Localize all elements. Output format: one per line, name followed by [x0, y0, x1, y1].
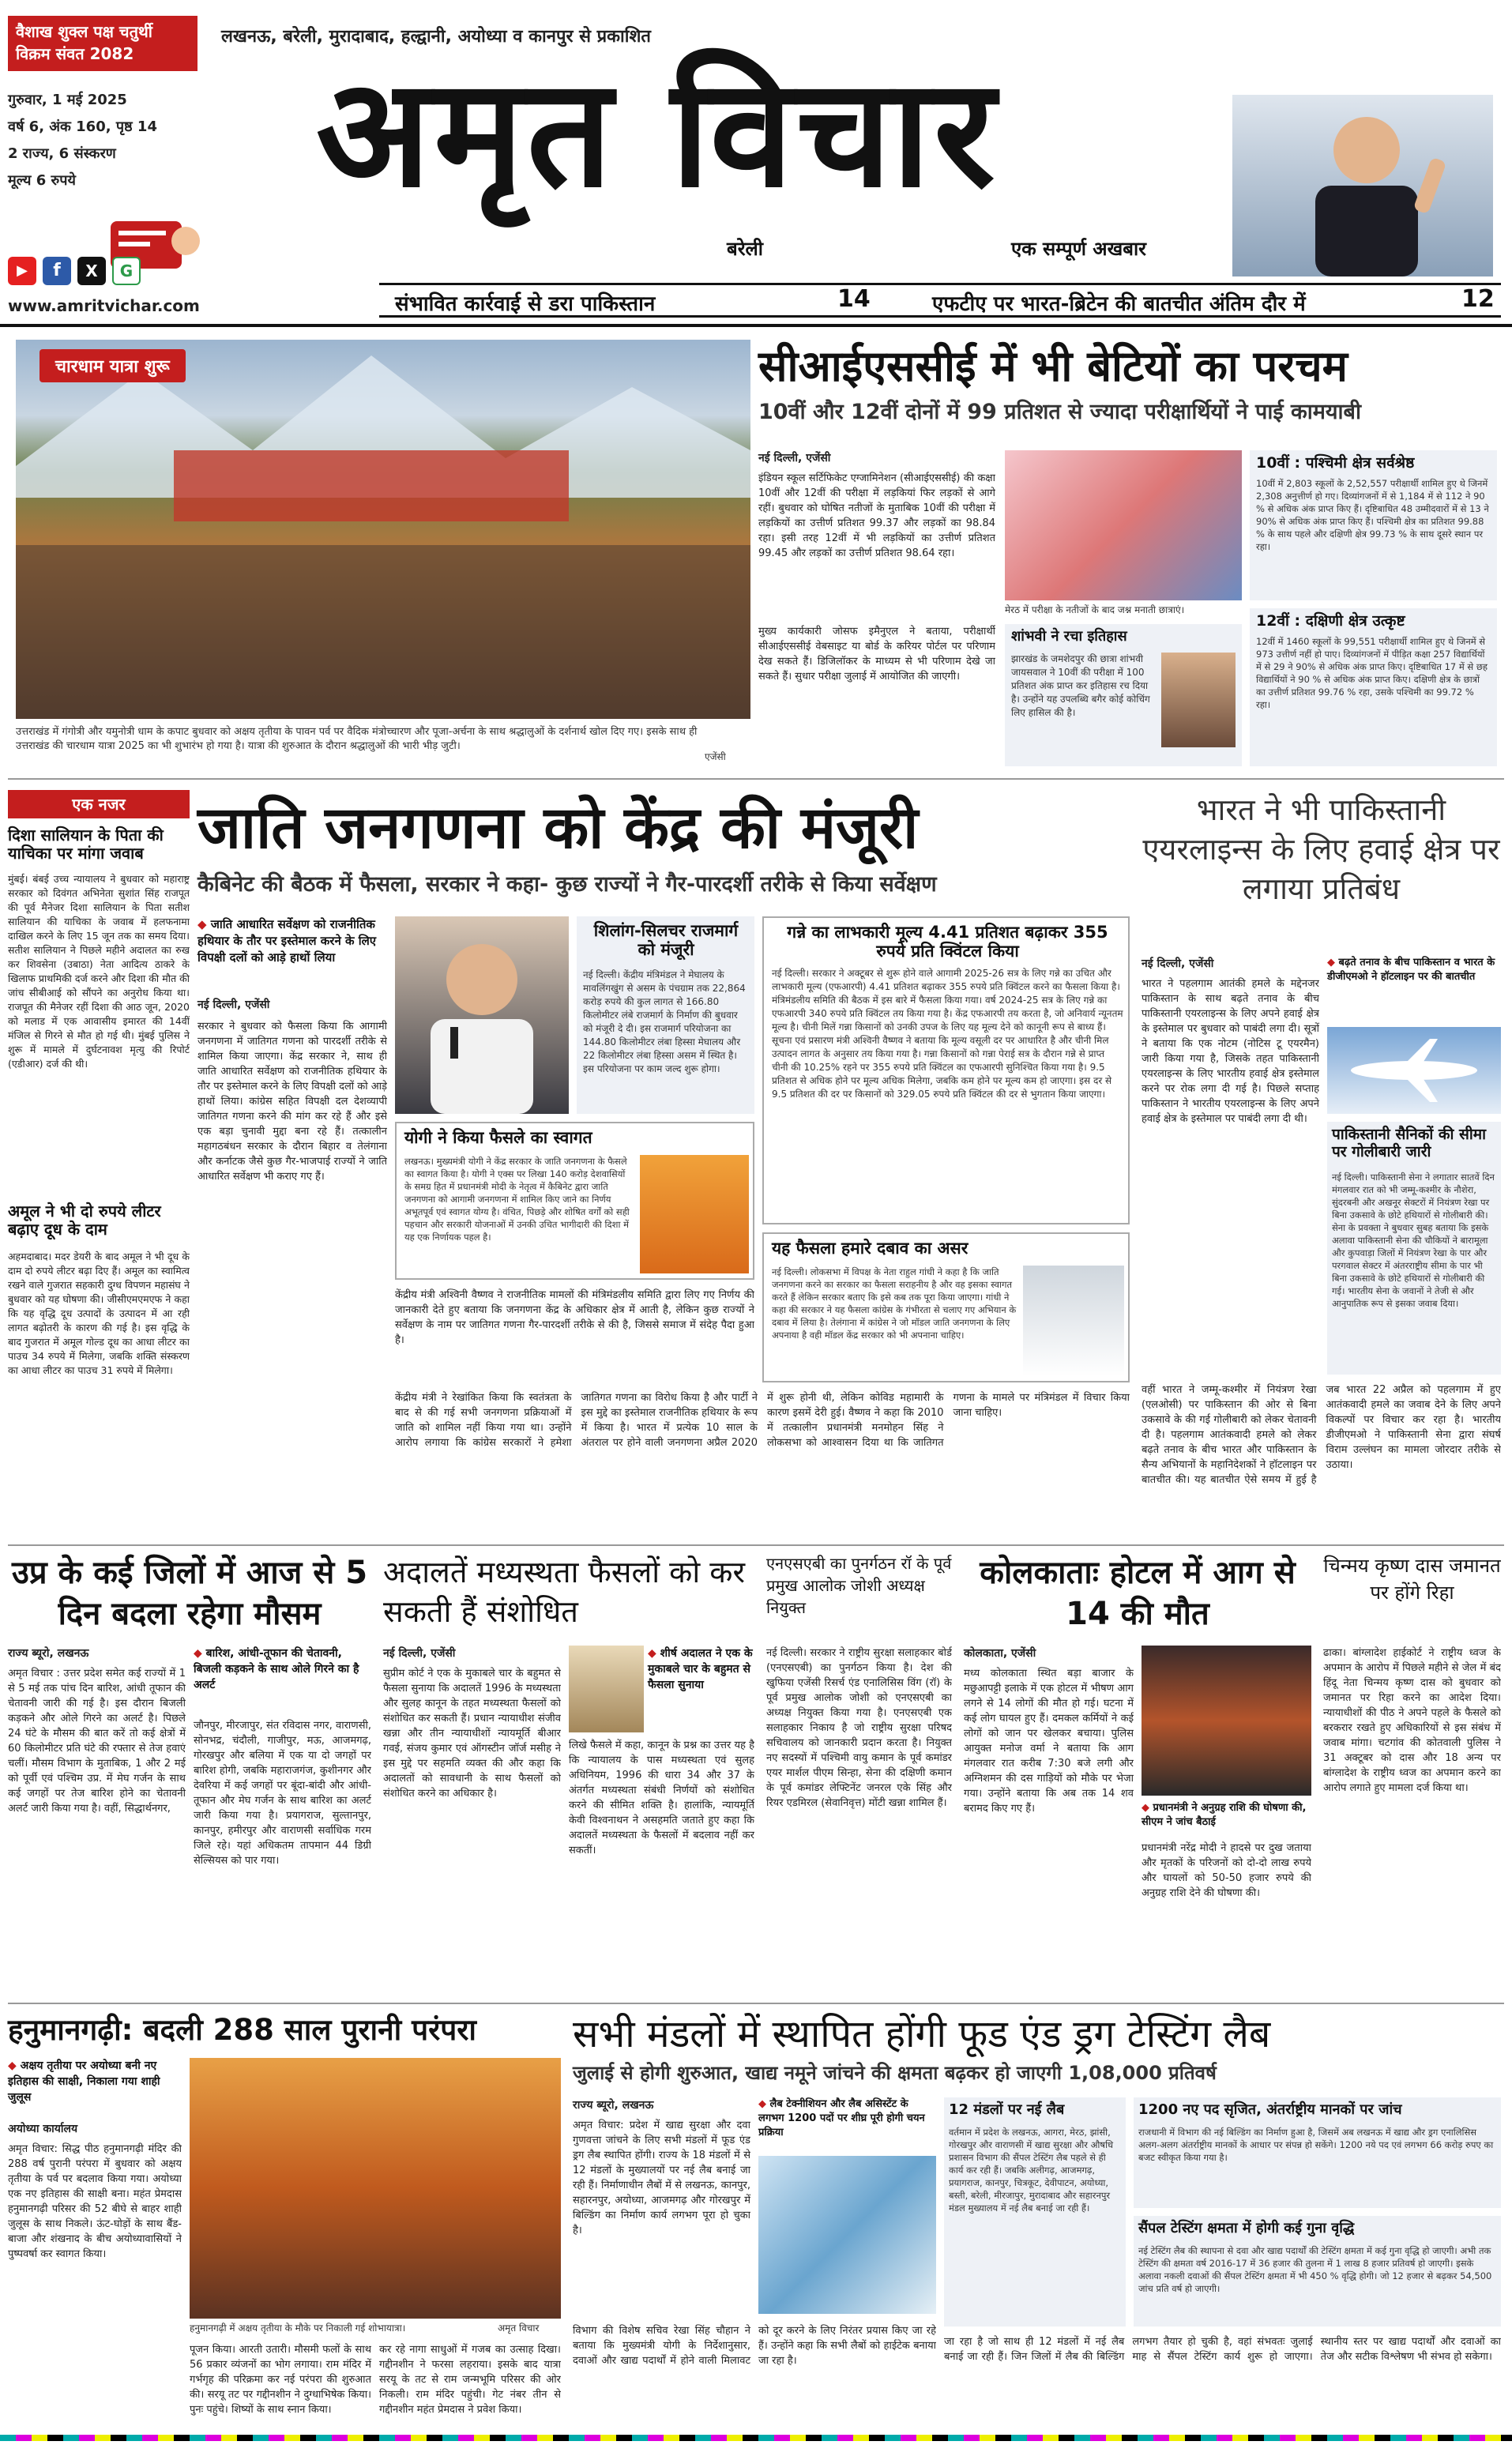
airspace-section — [1142, 790, 1501, 1537]
chardham-photo — [16, 340, 750, 719]
kolkata-dateline: कोलकाता, एजेंसी — [964, 1647, 1036, 1660]
cbse-body-2: मुख्य कार्यकारी जोसफ इमैनुएल ने बताया, परीक्षार्थी सीआईएससीई वेबसाइट या बोर्ड के करियर पोर्टल पर परिणाम देख सकते हैं। डिजिलॉकर के माध्यम से भी परिणाम देखे जा सकते हैं। सुधार परीक्षा जुलाई में आयोजित की जाएगी। — [758, 626, 995, 683]
sugarcane-title: गन्ने का लाभकारी मूल्य 4.41 प्रतिशत बढ़ाकर 355 रुपये प्रति क्विंटल किया — [787, 923, 1108, 961]
ek-nazar-column — [8, 790, 190, 1537]
hanuman-body-3: कर रहे नागा साधुओं में गजब का उत्साह दिखा। गद्दीनशीन ने फरसा लहराया। इसके बाद यात्रा सरयू के तट से राम जन्मभूमि परिसर की ओर निकली। राम मंदिर पहुंची। गेट नंबर तीन से गद्दीनशीन महंत प्रेमदास ने प्रवेश किया। — [379, 2344, 561, 2416]
hanuman-photo-caption: हनुमानगढ़ी में अक्षय तृतीया के मौके पर निकाली गई शोभायात्रा। — [190, 2323, 406, 2334]
cbse-students-photo — [1005, 450, 1242, 600]
teaser-right-page: 12 — [1461, 285, 1495, 313]
court-section — [383, 1552, 754, 1995]
issue-price: मूल्य 6 रुपये — [8, 172, 76, 189]
section-rule-2 — [8, 1544, 1504, 1546]
chinmoy-section — [1323, 1552, 1501, 1995]
kolkata-body-1: मध्य कोलकाता स्थित बड़ा बाजार के मछुआपट्टी इलाके में एक होटल में भीषण आग लगने से 14 लोगों की मौत हो गई। घटना में कई लोग घायल हुए हैं। दमकल कर्मियों ने कई लोगों को जान पर खेलकर बचाया। पुलिस आयुक्त मनोज वर्मा ने बताया कि आग मंगलवार रात करीब 7:30 बजे लगी और अग्निशमन की दस गाड़ियों को मौके पर भेजा गया। उन्होंने बताया कि अब तक 14 शव बरामद किए गए हैं। — [964, 1668, 1134, 1815]
firing-box — [1327, 1122, 1501, 1375]
chardham-caption: उत्तराखंड में गंगोत्री और यमुनोत्री धाम के कपाट बुधवार को अक्षय तृतीया के पावन पर्व पर वैदिक मंत्रोच्चारण और पूजा-अर्चना के साथ श्रद्धालुओं के दर्शनार्थ खोल दिए गए। इसके साथ ही उत्तराखंड की चारधाम यात्रा 2025 का भी शुभारंभ हो गया है। यात्रा की शुरुआत के दौरान श्रद्धालुओं की भारी भीड़ जुटी। — [16, 726, 698, 752]
chinmoy-body: ढाका। बांग्लादेश हाईकोर्ट ने राष्ट्रीय ध्वज के अपमान के आरोप में पिछले महीने से जेल में बंद हिंदू नेता चिन्मय कृष्ण दास को बुधवार को जमानत पर रिहा करने का आदेश दिया। न्यायाधीशों की पीठ ने अपने पहले के फैसले को बरकरार रखते हुए अधिकारियों से इस संबंध में जवाब मांगा। चटगांव की कोतवाली पुलिस ने 31 अक्टूबर को दास और 18 अन्य पर बांग्लादेश के राष्ट्रीय ध्वज का अपमान करने का आरोप लगाते हुए मामला दर्ज किया था। — [1323, 1647, 1501, 1794]
cbse-body-1: इंडियन स्कूल सर्टिफिकेट एग्जामिनेशन (सीआईएससीई) की कक्षा 10वीं और 12वीं की परीक्षा में लड़कियां फिर लड़कों से आगे रहीं। बुधवार को घोषित नतीजों के मुताबिक 10वीं की परीक्षा में लड़कियों का उत्तीर्ण प्रतिशत 99.37 और लड़कों का 98.84 रहा। इसी तरह 12वीं में भी लड़कियों का उत्तीर्ण प्रतिशत 99.45 और लड़कों का उत्तीर्ण प्रतिशत 98.64 रहा। — [758, 472, 995, 559]
supreme-court-photo — [569, 1646, 644, 1732]
issue-date: गुरुवार, 1 मई 2025 — [8, 92, 127, 108]
registration-strip — [0, 2435, 1512, 2441]
rahul-body: नई दिल्ली। लोकसभा में विपक्ष के नेता राहुल गांधी ने कहा है कि जाति जनगणना करने का सरकार का फैसला सराहनीय है और वह इसका स्वागत करते हैं लेकिन सरकार बताए कि इसे कब तक पूरा किया जाएगा। गांधी ने कहा की सरकार ने यह फैसला कांग्रेस के गंभीरता से चलाए गए अभियान के दबाव में लिया है। तेलंगाना में कांग्रेस ने जो मॉडल जाति जनगणना के लिए अपनाया है वही मॉडल केंद्र सरकार को भी अपनाना चाहिए। — [772, 1266, 1017, 1341]
ek-nazar-item2-title: अमूल ने भी दो रुपये लीटर बढ़ाए दूध के दाम — [8, 1202, 161, 1239]
ek-nazar-item1-body: मुंबई। बंबई उच्च न्यायालय ने बुधवार को महाराष्ट्र सरकार को दिवंगत अभिनेता सुशांत सिंह राजपूत की पूर्व मैनेजर दिशा सालियान के पिता सतीश सालियान की याचिका के जवाब में हलफनामा दाखिल करने के लिए 15 जून तक का समय दिया। सतीश सालियान ने पिछले महीने अदालत का रुख कर शिवसेना (उबाठा) नेता आदित्य ठाकरे के खिलाफ प्राथमिकी दर्ज करने और दिशा की मौत की जांच सीबीआई को सौंपने का अनुरोध किया था। राजपूत की मैनेजर रहीं दिशा की आठ जून, 2020 को मलाड में एक आवासीय इमारत की 14वीं मंजिल से गिरने से मौत हो गई थी। मुंबई पुलिस ने शुरू में मामले में दुर्घटनावश मृत्यु की रिपोर्ट (एडीआर) दर्ज की थी। — [8, 873, 190, 1070]
ek-nazar-label: एक नजर — [8, 790, 190, 818]
foodlab-box-1 — [944, 2097, 1126, 2327]
section-rule-3 — [8, 2003, 1504, 2004]
foodlab-box3-body: नई टेस्टिंग लैब की स्थापना से दवा और खाद्य पदार्थों की टेस्टिंग क्षमता में कई गुना वृद्धि हो जाएगी। अभी तक टेस्टिंग की क्षमता वर्ष 2016-17 में 36 हजार की तुलना में 1 लाख 8 हजार प्रतिवर्ष हो जाएगी। इसके अलावा नकली दवाओं की सैंपल टेस्टिंग क्षमता में भी 450 % वृद्धि होगी। जो 12 हजार से बढ़कर 54,500 जांच प्रति वर्ष हो जाएगी। — [1138, 2245, 1492, 2294]
foodlab-box1-body: वर्तमान में प्रदेश के लखनऊ, आगरा, मेरठ, झांसी, गोरखपुर और वाराणसी में खाद्य सुरक्षा और औषधि प्रशासन विभाग की सैंपल टेस्टिंग लैब पहले से ही कार्य कर रही हैं। जबकि अलीगढ़, आजमगढ़, प्रयागराज, कानपुर, चित्रकूट, देवीपाटन, अयोध्या, बस्ती, बरेली, मीरजापुर, मुरादाबाद और सहारनपुर मंडल मुख्यालय में नई लैब बनाई जा रही हैं। — [949, 2127, 1114, 2214]
foodlab-bullet: ◆ लैब टेक्नीशियन और लैब असिस्टेंट के लगभग 1200 पदों पर शीघ्र पूरी होगी चयन प्रक्रिया — [758, 2097, 936, 2140]
airplane-photo — [1327, 1027, 1501, 1114]
tithi-band — [8, 16, 197, 71]
census-body-1: सरकार ने बुधवार को फैसला किया कि आगामी जनगणना में जातिगत गणना को पारदर्शी तरीके से शामिल किया जाएगा। केंद्र सरकार ने, साथ ही जाति आधारित सर्वेक्षण को राजनीतिक हथियार के तौर पर इस्तेमाल करने के लिए विपक्षी दलों को आड़े हाथों लिया। कांग्रेस सहित विपक्षी दल देशव्यापी जातिगत गणना करने की मांग कर रहे हैं और इसे एक बड़ा चुनावी मुद्दा बना रहे हैं। तत्कालीन महागठबंधन सरकार के दौरान बिहार व तेलंगाना और कर्नाटक जैसे कुछ गैर-भाजपाई राज्यों ने जाति आधारित सर्वेक्षण भी कराए गए हैं। — [197, 1021, 387, 1183]
census-section — [197, 790, 1130, 1537]
cbse-subhead: 10वीं और 12वीं दोनों में 99 प्रतिशत से ज्यादा परीक्षार्थियों ने पाई कामयाबी — [758, 400, 1361, 424]
court-body-1: सुप्रीम कोर्ट ने एक के मुकाबले चार के बहुमत से फैसला सुनाया कि अदालतें 1996 के मध्यस्थता और सुलह कानून के तहत मध्यस्थता फैसलों को संशोधित कर सकती हैं। प्रधान न्यायाधीश संजीव खन्ना और तीन न्यायाधीशों न्यायमूर्ति बीआर गवई, संजय कुमार एवं ऑगस्टीन जॉर्ज मसीह ने इस मुद्दे पर सहमति व्यक्त की और कहा कि अदालतों को सावधानी के साथ फैसलों को संशोधित करने का अधिकार है। — [383, 1668, 561, 1800]
box-10th-title: 10वीं : पश्चिमी क्षेत्र सर्वश्रेष्ठ — [1256, 454, 1415, 472]
firing-title: पाकिस्तानी सैनिकों की सीमा पर गोलीबारी जारी — [1332, 1126, 1487, 1160]
census-subhead: कैबिनेट की बैठक में फैसला, सरकार ने कहा- कुछ राज्यों ने गैर-पारदर्शी तरीके से किया सर्वेक्षण — [197, 872, 937, 897]
date-info — [8, 87, 205, 194]
weather-headline: उप्र के कई जिलों में आज से 5 दिन बदला रहेगा मौसम — [11, 1555, 368, 1632]
ek-nazar-item2-body: अहमदाबाद। मदर डेयरी के बाद अमूल ने भी दूध के दाम दो रुपये लीटर बढ़ा दिए हैं। अमूल का स्वामित्व रखने वाले गुजरात सहकारी दुग्ध विपणन महासंघ ने बुधवार को यह घोषणा की। जीसीएमएमएफ ने कहा कि यह वृद्धि दूध उत्पादों के उत्पादन में आ रही लागत बढ़ोतरी के कारण की गई है। इस वृद्धि के बाद गुजरात में अमूल गोल्ड दूध का आधा लीटर का पाउच 34 रुपये में मिलेगा, जबकि शक्ति संस्करण का आधा लीटर का पाउच 31 रुपये में मिलेगा। — [8, 1251, 190, 1376]
teaser-right[interactable]: एफटीए पर भारत-ब्रिटेन की बातचीत अंतिम दौर में — [932, 292, 1306, 316]
foodlab-box1-title: 12 मंडलों पर नई लैब — [949, 2101, 1065, 2118]
nsab-headline: एनएसएबी का पुनर्गठन रॉ के पूर्व प्रमुख आलोक जोशी अध्यक्ष नियुक्त — [766, 1554, 952, 1617]
issue-editions: 2 राज्य, 6 संस्करण — [8, 145, 116, 162]
chinmoy-headline: चिन्मय कृष्ण दास जमानत पर होंगे रिहा — [1323, 1555, 1501, 1604]
foodlab-box3-title: सैंपल टेस्टिंग क्षमता में होगी कई गुना वृद्धि — [1138, 2220, 1355, 2236]
chardham-credit: एजेंसी — [705, 751, 726, 762]
logo-text: अमृत विचार — [316, 44, 999, 220]
weather-bullet: ◆ बारिश, आंधी-तूफान की चेतावनी, बिजली कड़कने के साथ ओले गिरने का है अलर्ट — [194, 1646, 371, 1693]
foodlab-dateline: राज्य ब्यूरो, लखनऊ — [573, 2099, 654, 2112]
shambhavi-title: शांभवी ने रचा इतिहास — [1011, 628, 1127, 645]
foodlab-box-3 — [1134, 2216, 1501, 2327]
yogi-photo — [640, 1155, 749, 1273]
court-body-2: लिखे फैसले में कहा, कानून के प्रश्न का उत्तर यह है कि न्यायालय के पास मध्यस्थता एवं सुलह अधिनियम, 1996 की धारा 34 और 37 के अंतर्गत मध्यस्थता संबंधी निर्णयों को संशोधित करने की सीमित शक्ति है। हालांकि, न्यायमूर्ति केवी विश्वनाथन ने असहमति जताते हुए कहा कि अदालतें मध्यस्थता के फैसलों में बदलाव नहीं कर सकतीं। — [569, 1740, 754, 1856]
shambhavi-box — [1005, 624, 1242, 766]
rahul-box — [762, 1232, 1130, 1382]
court-dateline: नई दिल्ली, एजेंसी — [383, 1647, 456, 1660]
teaser-left[interactable]: संभावित कार्रवाई से डरा पाकिस्तान — [395, 292, 656, 316]
teaser-bar — [379, 283, 1501, 318]
tagline: एक सम्पूर्ण अखबार — [1011, 238, 1146, 260]
court-headline: अदालतें मध्यस्थता फैसलों को कर सकती हैं संशोधित — [383, 1555, 745, 1629]
census-headline: जाति जनगणना को केंद्र की मंजूरी — [197, 794, 919, 862]
hanuman-procession-photo — [190, 2058, 561, 2319]
kolkata-bullet: ◆ प्रधानमंत्री ने अनुग्रह राशि की घोषणा की, सीएम ने जांच बैठाई — [1142, 1801, 1311, 1830]
yogi-body: लखनऊ। मुख्यमंत्री योगी ने केंद्र सरकार के जाति जनगणना के फैसले का स्वागत किया है। योगी ने एक्स पर लिखा 140 करोड़ देशवासियों के समग्र हित में प्रधानमंत्री मोदी के नेतृत्व में कैबिनेट द्वारा जाति जनगणना को आगामी जनगणना में शामिल किए जाने का निर्णय अभूतपूर्व एवं स्वागत योग्य है। वंचित, पिछड़े और शोषित वर्गों को सही पहचान और सरकारी योजनाओं में उनकी उचित भागीदारी की दिशा में यह एक निर्णायक पहल है। — [404, 1156, 630, 1243]
census-body-3: केंद्रीय मंत्री ने रेखांकित किया कि स्वतंत्रता के बाद से की गई सभी जनगणना प्रक्रियाओं में जाति को शामिल नहीं किया गया था। उन्होंने आरोप लगाया कि कांग्रेस सरकारों ने हमेशा जातिगत गणना का विरोध किया है और पार्टी ने इस मुद्दे का इस्तेमाल राजनीतिक हथियार के रूप में किया है। भारत में प्रत्येक 10 साल के अंतराल पर होने वाली जनगणना अप्रैल 2020 में शुरू होनी थी, लेकिन कोविड महामारी के कारण इसमें देरी हुई। वैष्णव ने कहा कि 2010 में तत्कालीन प्रधानमंत्री मनमोहन सिंह ने लोकसभा को आश्वासन दिया था कि जातिगत गणना के मामले पर मंत्रिमंडल में विचार किया जाना चाहिए। — [395, 1392, 1130, 1449]
chardham-section — [16, 340, 750, 770]
sugarcane-box — [762, 916, 1130, 1224]
foodlab-body-1: अमृत विचार: प्रदेश में खाद्य सुरक्षा और दवा गुणवत्ता जांचने के लिए सभी मंडलों में फूड एंड ड्रग लैब स्थापित होंगी। राज्य के 18 मंडलों में से 12 मंडलों के मुख्यालयों पर नई लैब बनाई जा रही हैं। निर्माणाधीन लैबों में से लखनऊ, कानपुर, सहारनपुर, अयोध्या, आजमगढ़ और गोरखपुर में बिल्डिंग का निर्माण कार्य लगभग पूरा हो चुका है। — [573, 2120, 750, 2236]
court-side-note: ◆ शीर्ष अदालत ने एक के मुकाबले चार के बहुमत से फैसला सुनाया — [648, 1646, 754, 1693]
cbse-photo-caption: मेरठ में परीक्षा के नतीजों के बाद जश्न मनाती छात्राएं। — [1005, 604, 1185, 615]
issue-volume: वर्ष 6, अंक 160, पृष्ठ 14 — [8, 118, 157, 135]
foodlab-box2-title: 1200 नए पद सृजित, अंतर्राष्ट्रीय मानकों पर जांच — [1138, 2101, 1402, 2118]
foodlab-subhead: जुलाई से होगी शुरुआत, खाद्य नमूने जांचने की क्षमता बढ़कर हो जाएगी 1,08,000 प्रतिवर्ष — [573, 2062, 1217, 2084]
kolkata-body-2: प्रधानमंत्री नरेंद्र मोदी ने हादसे पर दुख जताया और मृतकों के परिजनों को दो-दो लाख रुपये और घायलों को 50-50 हजार रुपये की अनुग्रह राशि देने की घोषणा की। — [1142, 1842, 1311, 1899]
x-icon[interactable]: X — [77, 257, 106, 285]
kolkata-section — [964, 1552, 1311, 1995]
box-12th-body: 12वीं में 1460 स्कूलों के 99,551 परीक्षार्थी शामिल हुए थे जिनमें से 973 उत्तीर्ण नहीं हो पाए। दिव्यांगजनों में पीड़ित कक्षा 257 विद्यार्थियों में से 29 ने 90% से अधिक अंक प्राप्त किए। दृष्टिबाधित 17 में से छह विद्यार्थियों ने 90 % से अधिक अंक प्राप्त किए। दक्षिणी क्षेत्र के छात्रों का उत्तीर्ण प्रतिशत 99.76 % रहा, उसके पश्चिमी का 99.72 % रहा। — [1256, 636, 1488, 710]
tithi-text: वैशाख शुक्ल पक्ष चतुर्थी विक्रम संवत 2082 — [16, 22, 152, 63]
weather-section — [8, 1552, 371, 1995]
foodlab-box2-body: राजधानी में विभाग की नई बिल्डिंग का निर्माण हुआ है, जिसमें अब लखनऊ में खाद्य और ड्रग एनालिसिस अलग-अलग अंतर्राष्ट्रीय मानकों के आधार पर संपन्न हो सकेंगे। 1200 नये पद एवं लगभग 66 करोड़ रुपए का बजट स्वीकृत किया गया है। — [1138, 2127, 1494, 2163]
shillong-body: नई दिल्ली। केंद्रीय मंत्रिमंडल ने मेघालय के मावलिंगखुंग से असम के पंचग्राम तक 22,864 करोड़ रुपये की कुल लागत से 166.80 किलोमीटर लंबे राजमार्ग के निर्माण की बुधवार को मंजूरी दे दी। इस राजमार्ग परियोजना का 144.80 किलोमीटर लंबा हिस्सा मेघालय और 22 किलोमीटर लंबा हिस्सा असम में स्थित है। इस परियोजना पर काम जल्द शुरू होगा। — [583, 969, 746, 1074]
foodlab-section — [573, 2011, 1501, 2425]
yogi-box — [395, 1122, 754, 1280]
cbse-headline: सीआईएससीई में भी बेटियों का परचम — [758, 341, 1348, 391]
website-url[interactable]: www.amritvichar.com — [8, 296, 200, 315]
weather-dateline: राज्य ब्यूरो, लखनऊ — [8, 1647, 89, 1660]
hanuman-body-2: पूजन किया। आरती उतारी। मौसमी फलों के साथ 56 प्रकार व्यंजनों का भोग लगाया। राम मंदिर में गर्भगृह की परिक्रमा कर नई परंपरा की शुरुआत की। सरयू तट पर गद्दीनशीन ने दुग्धाभिषेक किया। पुनः पहुंचे। शिष्यों के साथ स्नान किया। — [190, 2344, 371, 2416]
masthead-divider — [0, 324, 1512, 327]
firing-body: नई दिल्ली। पाकिस्तानी सेना ने लगातार सातवें दिन मंगलवार रात को भी जम्मू-कश्मीर के नौशेरा, सुंदरबनी और अखनूर सेक्टरों में नियंत्रण रेखा पर बिना उकसावे के छोटे हथियारों से गोलीबारी की। सेना के प्रवक्ता ने बुधवार सुबह बताया कि इसके अलावा पाकिस्तानी सेना की चौकियों ने बारामूला और कुपवाड़ा जिलों में नियंत्रण रेखा के पार और परगवाल सेक्टर में अंतरराष्ट्रीय सीमा के पार भी बिना उकसावे के छोटे हथियारों से गोलीबारी की गई। भारतीय सेना के जवानों ने तेजी से और आनुपातिक रूप से इसका जवाब दिया। — [1332, 1172, 1495, 1309]
airspace-body-2: वहीं भारत ने जम्मू-कश्मीर में नियंत्रण रेखा (एलओसी) पर पाकिस्तान की ओर से बिना उकसावे के की गई गोलीबारी को लेकर चेतावनी दी है। पहलगाम आतंकवादी हमले को लेकर बढ़ते तनाव के बीच भारत और पाकिस्तान के सैन्य अभियानों के महानिदेशकों ने हॉटलाइन पर बातचीत की। यह बातचीत ऐसे समय में हुई है जब भारत 22 अप्रैल को पहलगाम में हुए आतंकवादी हमले का जवाब देने के लिए अपने विकल्पों पर विचार कर रहा है। भारतीय डीजीएमओ ने पाकिस्तानी सेना द्वारा संघर्ष विराम उल्लंघन का मामला जोरदार तरीके से उठाया। — [1142, 1384, 1501, 1486]
masthead — [0, 0, 1512, 324]
sugarcane-body: नई दिल्ली। सरकार ने अक्टूबर से शुरू होने वाले आगामी 2025-26 सत्र के लिए गन्ने का उचित और लाभकारी मूल्य (एफआरपी) 4.41 प्रतिशत बढ़ाकर 355 रुपये प्रति क्विंटल करने का फैसला किया है। मंत्रिमंडलीय समिति की बैठक में इस बारे में फैसला किया गया। वर्ष 2024-25 सत्र के लिए गन्ने का एफआरपी 340 रुपये प्रति क्विंटल तय किया गया है। केंद्र एफआरपी तय करता है, जो अनिवार्य न्यूनतम मूल्य है। चीनी मिलें गन्ना किसानों को उनकी उपज के लिए यह मूल्य देने को कानूनी रूप से बाध्य हैं। सूचना एवं प्रसारण मंत्री अश्विनी वैष्णव ने बताया कि मूल्य वसूली दर पर आधारित है और चीनी मिल उत्पादन लागत के अनुसार तय किया गया है। गन्ना किसानों को गन्ना पेराई सत्र के दौरान गन्ने से प्राप्त चीनी की 10.25% रहने पर 355 रुपये प्रति क्विंटल का एफआरपी सुनिश्चित किया गया है। 9.5 प्रतिशत से अधिक होने पर मूल्य अधिक मिलेगा, जबकि कम होने पर मूल्य कम हो जाएगा। इस दर से 9.5 प्रतिशत की दर पर किसानों को 329.05 रुपये प्रति क्विंटल की दर से भुगतान किया जाएगा। — [772, 968, 1123, 1100]
nsab-section — [766, 1552, 952, 1995]
box-12th-title: 12वीं : दक्षिणी क्षेत्र उत्कृष्ट — [1256, 612, 1405, 630]
masthead-minister-photo — [1232, 95, 1493, 276]
chardham-label: चारधाम यात्रा शुरू — [39, 349, 186, 382]
hanuman-dateline: अयोध्या कार्यालय — [8, 2123, 78, 2135]
weather-body-1: अमृत विचार : उत्तर प्रदेश समेत कई राज्यों में 1 से 5 मई तक पांच दिन बारिश, आंधी तूफान की चेतावनी जारी की गई है। इस दौरान बिजली कड़कने और ओले गिरने का अलर्ट है। पिछले 24 घंटे के मौसम की बात करें तो कई क्षेत्रों में 60 किलोमीटर प्रति घंटे की रफ्तार से तेज हवाएं चलीं। मौसम विभाग के मुताबिक, 1 और 2 मई को पूर्वी एवं पश्चिम उप्र. में मेघ गर्जन के साथ कई जगहों पर तेज बारिश होने का चेतावनी अलर्ट जारी किया गया है। वहीं, सिद्धार्थनगर, — [8, 1668, 186, 1815]
airspace-headline: भारत ने भी पाकिस्तानी एयरलाइन्स के लिए हवाई क्षेत्र पर लगाया प्रतिबंध — [1142, 792, 1500, 906]
cities-line: लखनऊ, बरेली, मुरादाबाद, हल्द्वानी, अयोध्या व कानपुर से प्रकाशित — [221, 27, 651, 47]
hanuman-credit: अमृत विचार — [498, 2323, 540, 2334]
cbse-section — [758, 340, 1497, 770]
foodlab-headline: सभी मंडलों में स्थापित होंगी फूड एंड ड्रग टेस्टिंग लैब — [573, 2012, 1271, 2056]
lab-photo — [758, 2156, 936, 2314]
shambhavi-body: झारखंड के जमशेदपुर की छात्रा शांभवी जायसवाल ने 10वीं की परीक्षा में 100 प्रतिशत अंक प्राप्त कर इतिहास रच दिया है। उन्होंने यह उपलब्धि बगैर कोई कोचिंग लिए हासिल की है। — [1011, 653, 1150, 718]
hanuman-body-1: अमृत विचार: सिद्ध पीठ हनुमानगढ़ी मंदिर की 288 वर्ष पुरानी परंपरा में बुधवार को अक्षय तृतीया के पर्व पर बदलाव किया गया। अयोध्या एक नए इतिहास की साक्षी बना। महंत प्रेमदास हनुमानगढ़ी परिसर की 52 बीघे से बाहर शाही जुलूस के साथ निकले। ऊंट-घोड़ों के साथ बैंड-बाजा और शंखनाद के बीच अयोध्यावासियों ने पुष्पवर्षा कर स्वागत किया। — [8, 2143, 182, 2260]
rahul-photo — [1023, 1266, 1124, 1376]
box-12th — [1250, 608, 1497, 766]
census-bullet: ◆ जाति आधारित सर्वेक्षण को राजनीतिक हथियार के तौर पर इस्तेमाल करने के लिए विपक्षी दलों को आड़े हाथों लिया — [197, 916, 387, 966]
facebook-icon[interactable]: f — [43, 257, 71, 285]
hanuman-section — [8, 2011, 561, 2425]
rahul-title: यह फैसला हमारे दबाव का असर — [772, 1239, 969, 1258]
nsab-body: नई दिल्ली। सरकार ने राष्ट्रीय सुरक्षा सलाहकार बोर्ड (एनएसएबी) का पुनर्गठन किया है। देश की खुफिया एजेंसी रिसर्च एंड एनालिसिस विंग (रॉ) के पूर्व प्रमुख आलोक जोशी को एनएसएबी का अध्यक्ष नियुक्त किया गया है। एनएसएबी एक सलाहकार निकाय है जो राष्ट्रीय सुरक्षा परिषद सचिवालय को जानकारी प्रदान करता है। नियुक्त नए सदस्यों में पश्चिमी वायु कमान के पूर्व कमांडर एयर मार्शल पीएम सिन्हा, सेना की दक्षिणी कमान के पूर्व कमांडर लेफ्टिनेंट जनरल एके सिंह और रियर एडमिरल (सेवानिवृत्त) मोंटी खन्ना शामिल हैं। — [766, 1647, 952, 1809]
foodlab-body-2: विभाग की विशेष सचिव रेखा सिंह चौहान ने बताया कि मुख्यमंत्री योगी के निर्देशानुसार, दवाओं और खाद्य पदार्थों में होने वाली मिलावट को दूर करने के लिए निरंतर प्रयास किए जा रहे हैं। उन्होंने कहा कि सभी लैबों को हाईटेक बनाया जा रहा है। — [573, 2325, 936, 2367]
box-10th-body: 10वीं में 2,803 स्कूलों के 2,52,557 परीक्षार्थी शामिल हुए थे जिनमें 2,308 अनुत्तीर्ण हो गए। दिव्यांगजनों में से 1,184 में से 112 ने 90 % से अधिक अंक प्राप्त किए हैं। दृष्टिबाधित 48 उम्मीदवारों में से 13 ने 90% से अधिक अंक प्राप्त किए हैं। पश्चिमी क्षेत्र का प्रतिशत 99.88 % के साथ पहले और दक्षिणी क्षेत्र 99.73 % के साथ दूसरे स्थान पर रहा। — [1256, 478, 1489, 552]
ek-nazar-item1-title: दिशा सालियान के पिता की याचिका पर मांगा जवाब — [8, 826, 164, 863]
youtube-icon[interactable]: ▶ — [8, 257, 36, 285]
hanuman-headline: हनुमानगढ़ी: बदली 288 साल पुरानी परंपरा — [8, 2013, 476, 2047]
shillong-title: शिलांग-सिलचर राजमार्ग को मंजूरी — [593, 921, 739, 960]
cbse-dateline: नई दिल्ली, एजेंसी — [758, 452, 831, 465]
foodlab-box-2 — [1134, 2097, 1501, 2208]
vaishnaw-photo — [395, 916, 569, 1114]
foodlab-body-3: जा रहा है जो साथ ही 12 मंडलों में नई लैब बनाई जा रही हैं। जिन जिलों में लैब की बिल्डिंग लगभग तैयार हो चुकी है, वहां संभवतः जुलाई माह से सैंपल टेस्टिंग कार्य शुरू हो जाएगा। स्थानीय स्तर पर खाद्य पदार्थों और दवाओं का तेज और सटीक विश्लेषण भी संभव हो सकेगा। — [944, 2336, 1501, 2363]
census-dateline: नई दिल्ली, एजेंसी — [197, 999, 270, 1011]
airspace-body-1: भारत ने पहलगाम आतंकी हमले के मद्देनजर पाकिस्तान के साथ बढ़ते तनाव के बीच पाकिस्तानी एयरलाइन्स के लिए अपने हवाई क्षेत्र के इस्तेमाल पर बुधवार को पाबंदी लगा दी। सूत्रों ने बताया कि एक नोटम (नोटिस टू एयरमैन) जारी किया गया है, जिसके तहत पाकिस्तानी एयरलाइन्स के लिए भारतीय हवाई क्षेत्र इस्तेमाल करने पर रोक लगा दी गई है। पिछले सप्ताह पाकिस्तान ने भारतीय एयरलाइन्स के लिए अपने हवाई क्षेत्र के इस्तेमाल पर पाबंदी लगा दी थी। — [1142, 978, 1319, 1125]
yogi-title: योगी ने किया फैसले का स्वागत — [404, 1128, 592, 1147]
airspace-bullet: ◆ बढ़ते तनाव के बीच पाकिस्तान व भारत के डीजीएमओ ने हॉटलाइन पर की बातचीत — [1327, 956, 1501, 984]
box-10th — [1250, 450, 1497, 600]
shambhavi-photo — [1161, 653, 1236, 747]
section-rule-1 — [8, 778, 1504, 780]
census-body-2: केंद्रीय मंत्री अश्विनी वैष्णव ने राजनीतिक मामलों की मंत्रिमंडलीय समिति द्वारा लिए गए निर्णय की जानकारी देते हुए बताया कि जनगणना केंद्र के अधिकार क्षेत्र में आती है, लेकिन कुछ राज्यों ने सर्वेक्षण के नाम पर जातिगत गणना गैर-पारदर्शी तरीके से की है, जिससे समाज में संदेह पैदा हुआ है। — [395, 1289, 754, 1346]
teaser-left-page: 14 — [837, 285, 871, 313]
kolkata-headline: कोलकाताः होटल में आग से 14 की मौत — [980, 1555, 1296, 1632]
weather-body-2: जौनपुर, मीरजापुर, संत रविदास नगर, वाराणसी, सोनभद्र, चंदौली, गाजीपुर, मऊ, आजमगढ़, गोरखपुर और बलिया में एक या दो जगहों पर बारिश होगी, जबकि महाराजगंज, कुशीनगर और देवरिया में कई जगहों पर बूंदा-बांदी और आंधी-तूफान और मेघ गर्जन के साथ बारिश का अलर्ट जारी किया गया है। प्रयागराज, सुल्तानपुर, कानपुर, हमीरपुर और वाराणसी सर्वाधिक गरम जिले रहे। यहां अधिकतम तापमान 44 डिग्री सेल्सियस को पार गया। — [194, 1720, 371, 1867]
google-icon[interactable]: G — [112, 257, 141, 285]
edition-city: बरेली — [727, 238, 764, 260]
kolkata-fire-photo — [1142, 1646, 1311, 1796]
shillong-box — [577, 916, 754, 1114]
airspace-dateline: नई दिल्ली, एजेंसी — [1142, 957, 1214, 970]
social-icons — [8, 257, 166, 285]
hanuman-bullet: ◆ अक्षय तृतीया पर अयोध्या बनी नए इतिहास की साक्षी, निकाला गया शाही जुलूस — [8, 2058, 182, 2105]
